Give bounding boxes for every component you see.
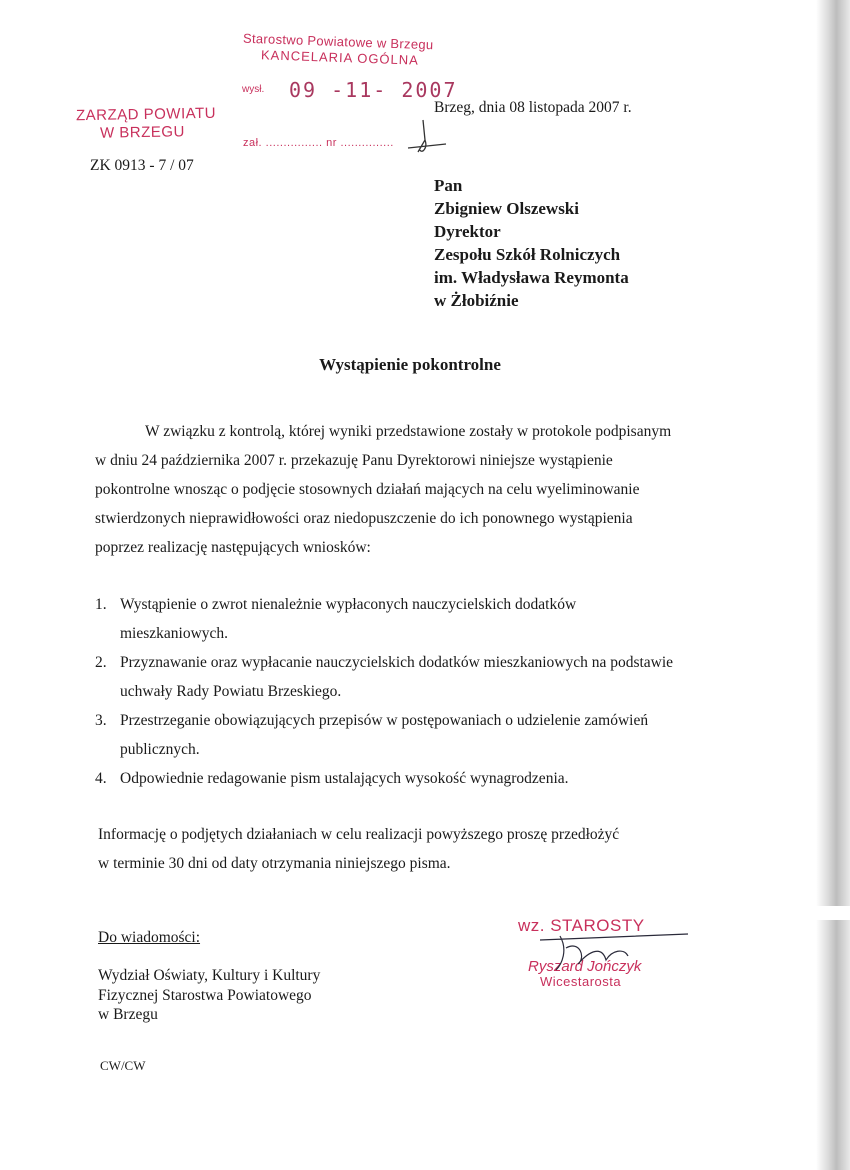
- kancelaria-stamp-line1: Starostwo Powiatowe w Brzegu: [242, 30, 434, 53]
- list-item: [95, 648, 673, 706]
- kancelaria-stamp-line2: KANCELARIA OGÓLNA: [260, 47, 420, 68]
- list-item: [95, 706, 673, 764]
- paragraph-line: w dniu 24 października 2007 r. przekazuję Panu Dyrektorowi niniejsze wystąpienie: [95, 452, 613, 469]
- list-number: 2.: [95, 654, 107, 671]
- document-title: Wystąpienie pokontrolne: [319, 355, 501, 374]
- paragraph-line: pokontrolne wnosząc o podjęcie stosownych działań mających na celu wyeliminowanie: [95, 481, 640, 498]
- cc-line: Fizycznej Starostwa Powiatowego: [98, 986, 312, 1004]
- list-text: Wystąpienie o zwrot nienależnie wypłaconych nauczycielskich dodatków: [120, 596, 577, 613]
- list-text: Przyznawanie oraz wypłacanie nauczycielskich dodatków mieszkaniowych na podstawie: [120, 654, 674, 671]
- signature-stamp-role: Wicestarosta: [540, 974, 622, 989]
- list-number: 4.: [95, 770, 107, 787]
- paragraph-line: W związku z kontrolą, której wyniki przedstawione zostały w protokole podpisanym: [145, 423, 672, 440]
- cc-heading: Do wiadomości:: [98, 929, 201, 946]
- list-text-continuation: uchwały Rady Powiatu Brzeskiego.: [120, 683, 342, 700]
- list-text: Przestrzeganie obowiązujących przepisów w postępowaniach o udzielenie zamówień: [120, 712, 649, 729]
- author-initials: CW/CW: [100, 1058, 146, 1073]
- list-text: Odpowiednie redagowanie pism ustalających wysokość wynagrodzenia.: [120, 770, 569, 787]
- zarzad-stamp-line1: ZARZĄD POWIATU: [75, 104, 217, 125]
- list-text-continuation: publicznych.: [120, 741, 200, 758]
- closing-paragraph: [98, 820, 619, 878]
- handwritten-signature: [520, 930, 690, 975]
- body-paragraph: [95, 417, 725, 562]
- zarzad-stamp-line2: W BRZEGU: [99, 123, 185, 142]
- signature-stamp-name: Ryszard Jończyk: [528, 958, 642, 975]
- addressee-line: im. Władysława Reymonta: [434, 268, 629, 287]
- addressee-line: Zespołu Szkół Rolniczych: [434, 245, 621, 264]
- requests-list: [95, 590, 673, 793]
- closing-line: Informację o podjętych działaniach w celu realizacji powyższego proszę przedłożyć: [98, 826, 620, 843]
- cc-line: w Brzegu: [98, 1006, 158, 1023]
- paragraph-line: stwierdzonych nieprawidłowości oraz niedopuszczenie do ich ponownego wystąpienia: [95, 510, 633, 527]
- list-number: 1.: [95, 596, 107, 613]
- addressee-line: Dyrektor: [434, 222, 501, 241]
- signature-stamp-wz: wz. STAROSTY: [518, 916, 645, 935]
- addressee-block: [434, 174, 629, 312]
- list-item: [95, 764, 673, 793]
- reference-number: ZK 0913 - 7 / 07: [90, 157, 194, 174]
- kancelaria-wysl-label: wysł.: [242, 84, 265, 95]
- paragraph-line: poprzez realizację następujących wniosków:: [95, 539, 371, 556]
- addressee-line: Pan: [434, 176, 463, 195]
- cc-line: Wydział Oświaty, Kultury i Kultury: [98, 967, 321, 984]
- letter-date: Brzeg, dnia 08 listopada 2007 r.: [434, 99, 632, 116]
- kancelaria-received-date: 09 -11- 2007: [289, 78, 458, 102]
- scan-edge-shadow: [816, 0, 850, 1170]
- closing-line: w terminie 30 dni od daty otrzymania niniejszego pisma.: [98, 855, 451, 872]
- list-item: [95, 590, 673, 648]
- cc-recipient: [98, 966, 320, 1025]
- handwritten-initial-mark: [398, 118, 448, 163]
- list-text-continuation: mieszkaniowych.: [120, 625, 229, 642]
- addressee-line: Zbigniew Olszewski: [434, 199, 579, 218]
- addressee-line: w Żłobiźnie: [434, 291, 519, 310]
- scan-edge-gap: [816, 906, 850, 920]
- kancelaria-zal-line: zał. ................ nr ...............: [243, 137, 394, 149]
- list-number: 3.: [95, 712, 107, 729]
